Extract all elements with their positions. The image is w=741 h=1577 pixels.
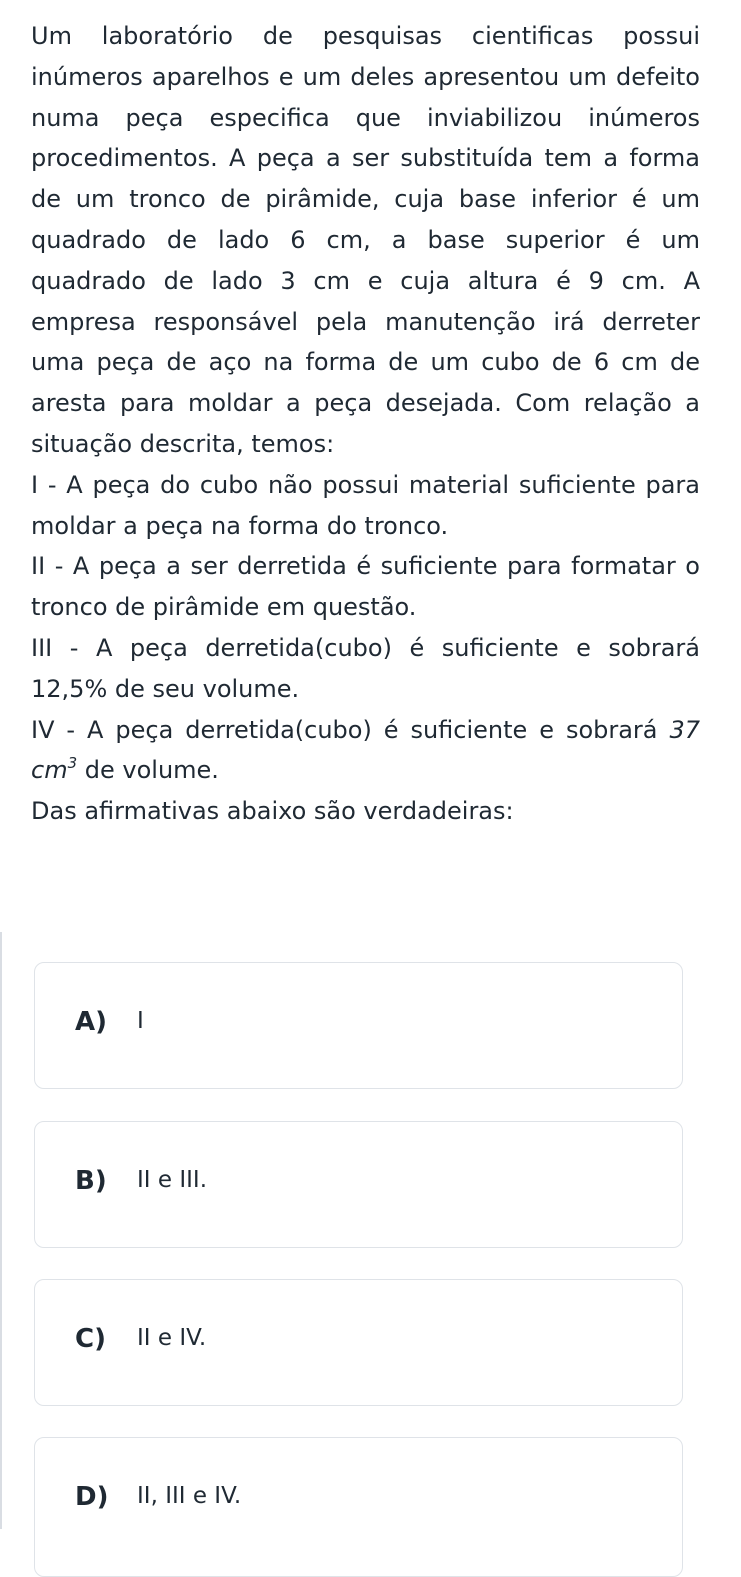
question-text: [31, 16, 700, 832]
option-text: I: [137, 1008, 144, 1034]
statement-item-4-prefix: IV - A peça derretida(cubo) é suficiente e sobrará: [31, 715, 658, 744]
option-text: II e III.: [137, 1167, 207, 1193]
volume-value: 37 $cm^3$: [31, 715, 700, 785]
statement-item-1: I - A peça do cubo não possui material suficiente para moldar a peça na forma do tronco.: [31, 470, 700, 540]
statement-item-3: III - A peça derretida(cubo) é suficiente e sobrará 12,5% de seu volume.: [31, 633, 700, 703]
option-letter: A): [75, 1007, 108, 1037]
question-prompt: Das afirmativas abaixo são verdadeiras:: [31, 797, 514, 826]
statement-item-4-suffix: de volume.: [84, 756, 219, 785]
option-b[interactable]: [34, 1121, 683, 1248]
statement-item-2: II - A peça a ser derretida é suficiente para formatar o tronco de pirâmide em questão.: [31, 552, 700, 622]
option-letter: D): [75, 1482, 109, 1512]
option-c[interactable]: [34, 1279, 683, 1406]
option-text: II, III e IV.: [137, 1483, 242, 1509]
option-letter: C): [75, 1324, 106, 1354]
option-d[interactable]: [34, 1437, 683, 1577]
question-statement: Um laboratório de pesquisas cientificas possui inúmeros aparelhos e um deles apresentou um defeito numa peça especifica que inviabilizou inúmeros procedimentos. A peça a ser substituída tem a forma de um tronco de pirâmide, cuja base inferior é um quadrado de lado 6 cm, a base superior é um quadrado de lado 3 cm e cuja altura é 9 cm. A empresa responsável pela manutenção irá derreter uma peça de aço na forma de um cubo de 6 cm de aresta para moldar a peça desejada. Com relação a situação descrita, temos:: [31, 22, 700, 458]
statement-item-4: [31, 710, 700, 792]
left-divider: [0, 932, 2, 1529]
option-a[interactable]: [34, 962, 683, 1089]
option-text: II e IV.: [137, 1325, 207, 1351]
option-letter: B): [75, 1166, 107, 1196]
